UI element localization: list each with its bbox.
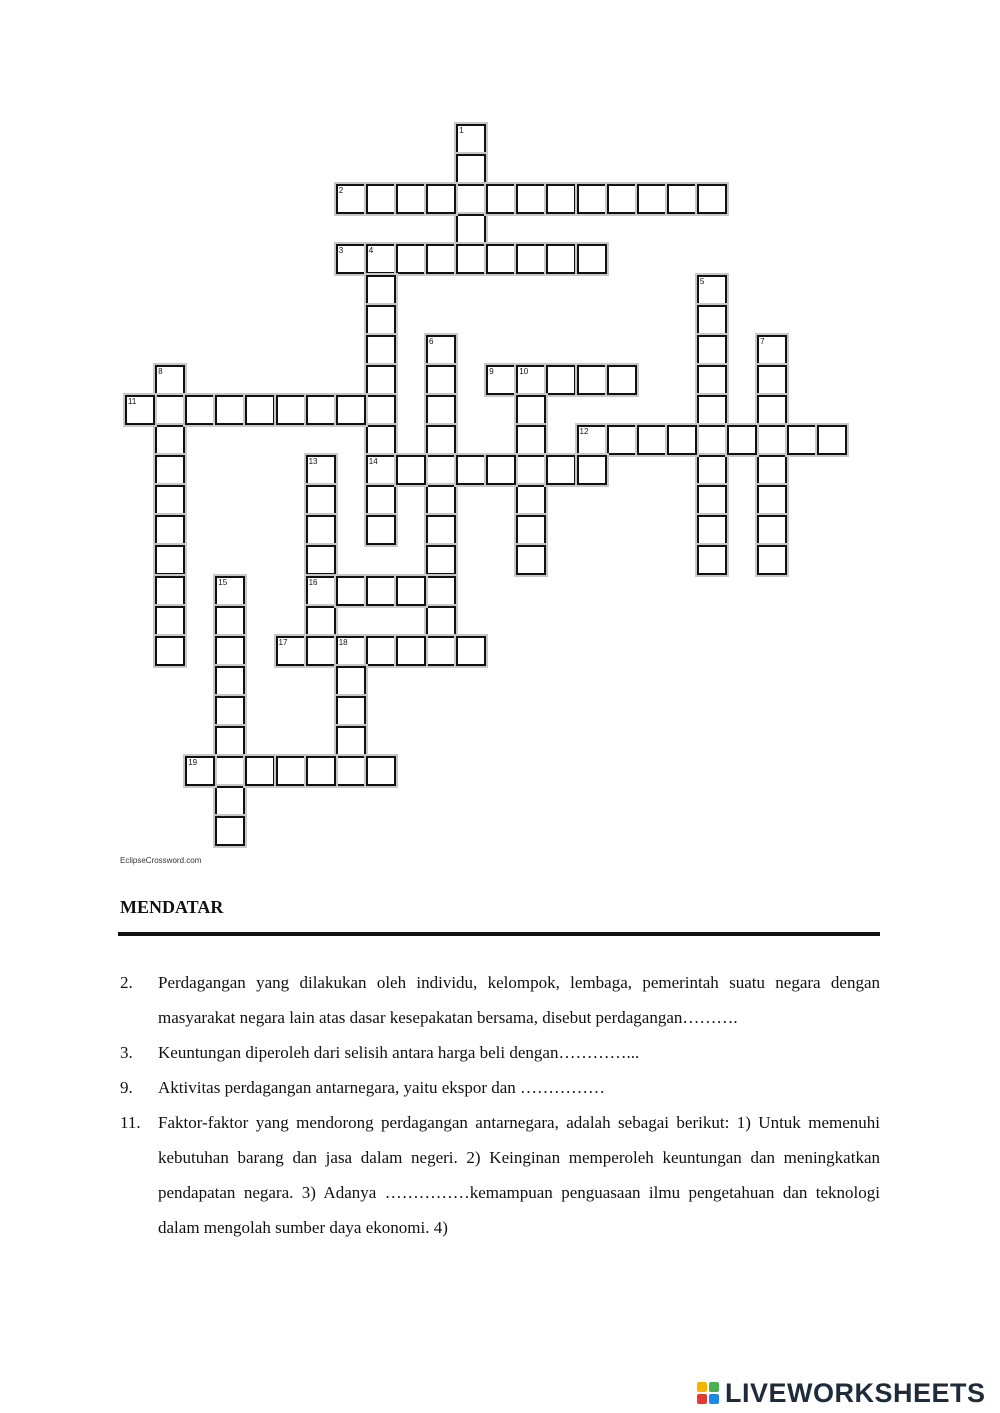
crossword-cell[interactable] bbox=[155, 636, 185, 666]
crossword-cell[interactable] bbox=[215, 726, 245, 756]
crossword-cell[interactable] bbox=[426, 244, 456, 274]
crossword-cell[interactable] bbox=[456, 124, 486, 154]
crossword-cell[interactable] bbox=[336, 244, 366, 274]
crossword-cell[interactable] bbox=[366, 515, 396, 545]
crossword-cell[interactable] bbox=[215, 666, 245, 696]
crossword-cell[interactable] bbox=[757, 515, 787, 545]
crossword-cell[interactable] bbox=[607, 425, 637, 455]
clue-number-label: 16 bbox=[308, 577, 318, 587]
crossword-cell[interactable] bbox=[486, 455, 516, 485]
crossword-cell[interactable] bbox=[667, 425, 697, 455]
crossword-cell[interactable] bbox=[276, 636, 306, 666]
crossword-cell[interactable] bbox=[516, 244, 546, 274]
crossword-cell[interactable] bbox=[697, 365, 727, 395]
crossword-cell[interactable] bbox=[516, 365, 546, 395]
crossword-cell[interactable] bbox=[396, 455, 426, 485]
crossword-cell[interactable] bbox=[155, 485, 185, 515]
crossword-cell[interactable] bbox=[456, 244, 486, 274]
crossword-cell[interactable] bbox=[607, 184, 637, 214]
crossword-cell[interactable] bbox=[336, 726, 366, 756]
crossword-cell[interactable] bbox=[516, 515, 546, 545]
crossword-cell[interactable] bbox=[366, 365, 396, 395]
crossword-cell[interactable] bbox=[215, 395, 245, 425]
logo-square-icon bbox=[697, 1382, 707, 1392]
clue-list bbox=[120, 965, 880, 1245]
logo-square-icon bbox=[709, 1382, 719, 1392]
crossword-cell[interactable] bbox=[577, 425, 607, 455]
crossword-cell[interactable] bbox=[456, 636, 486, 666]
crossword-cell[interactable] bbox=[366, 244, 396, 274]
crossword-cell[interactable] bbox=[456, 184, 486, 214]
crossword-cell[interactable] bbox=[486, 244, 516, 274]
crossword-cell[interactable] bbox=[697, 275, 727, 305]
crossword-cell[interactable] bbox=[155, 606, 185, 636]
clue-text: Faktor-faktor yang mendorong perdagangan antarnegara, adalah sebagai berikut: 1) Untuk memenuhi kebutuhan barang dan jasa dalam negeri. 2) Keinginan memperoleh keuntungan dan meningkatkan pendapatan negara. 3) Adanya ……………kemampuan penguasaan ilmu pengetahuan dan teknologi dalam mengolah sumber daya ekonomi. 4) bbox=[158, 1113, 880, 1237]
crossword-cell[interactable] bbox=[306, 606, 336, 636]
crossword-cell[interactable] bbox=[306, 636, 336, 666]
crossword-cell[interactable] bbox=[306, 395, 336, 425]
clue-text: Keuntungan diperoleh dari selisih antara harga beli dengan…………... bbox=[158, 1043, 640, 1062]
crossword-cell[interactable] bbox=[396, 184, 426, 214]
crossword-cell[interactable] bbox=[426, 335, 456, 365]
crossword-cell[interactable] bbox=[697, 305, 727, 335]
crossword-cell[interactable] bbox=[276, 756, 306, 786]
logo-mark-icon bbox=[697, 1382, 719, 1404]
crossword-cell[interactable] bbox=[577, 365, 607, 395]
crossword-cell[interactable] bbox=[155, 425, 185, 455]
clue-number-label: 3 bbox=[338, 246, 344, 256]
crossword-cell[interactable] bbox=[336, 576, 366, 606]
crossword-credit: EclipseCrossword.com bbox=[120, 856, 202, 865]
clue-number-label: 18 bbox=[338, 637, 348, 647]
crossword-cell[interactable] bbox=[366, 636, 396, 666]
clue-item bbox=[120, 965, 880, 1035]
crossword-cell[interactable] bbox=[757, 425, 787, 455]
crossword-cell[interactable] bbox=[366, 756, 396, 786]
crossword-cell[interactable] bbox=[697, 455, 727, 485]
crossword-cell[interactable] bbox=[155, 545, 185, 575]
crossword-cell[interactable] bbox=[306, 756, 336, 786]
clue-text: Perdagangan yang dilakukan oleh individu, kelompok, lembaga, pemerintah suatu negara dengan masyarakat negara lain atas dasar kesepakatan bersama, disebut perdagangan………. bbox=[158, 973, 880, 1027]
crossword-cell[interactable] bbox=[336, 756, 366, 786]
clue-number: 11. bbox=[120, 1113, 141, 1132]
clue-number-label: 4 bbox=[368, 246, 374, 256]
crossword-cell[interactable] bbox=[426, 485, 456, 515]
crossword-cell[interactable] bbox=[396, 636, 426, 666]
crossword-cell[interactable] bbox=[426, 515, 456, 545]
clue-number: 3. bbox=[120, 1043, 133, 1062]
clue-number-label: 13 bbox=[308, 457, 318, 467]
crossword-cell[interactable] bbox=[817, 425, 847, 455]
clue-number-label: 11 bbox=[128, 396, 137, 406]
crossword-cell[interactable] bbox=[306, 545, 336, 575]
crossword-cell[interactable] bbox=[516, 485, 546, 515]
crossword-cell[interactable] bbox=[546, 455, 576, 485]
crossword-cell[interactable] bbox=[336, 184, 366, 214]
crossword-cell[interactable] bbox=[516, 545, 546, 575]
clue-number-label: 9 bbox=[489, 366, 494, 376]
crossword-cell[interactable] bbox=[366, 455, 396, 485]
clue-number-label: 7 bbox=[760, 336, 765, 346]
crossword-cell[interactable] bbox=[366, 305, 396, 335]
clue-item bbox=[120, 1105, 880, 1245]
clue-number-label: 5 bbox=[699, 276, 705, 286]
crossword-cell[interactable] bbox=[426, 184, 456, 214]
crossword-cell[interactable] bbox=[366, 395, 396, 425]
liveworksheets-logo bbox=[697, 1376, 986, 1410]
crossword-cell[interactable] bbox=[366, 275, 396, 305]
crossword-cell[interactable] bbox=[185, 395, 215, 425]
crossword-cell[interactable] bbox=[546, 244, 576, 274]
crossword-cell[interactable] bbox=[215, 636, 245, 666]
clue-number-label: 19 bbox=[188, 758, 198, 768]
crossword-cell[interactable] bbox=[215, 756, 245, 786]
crossword-cell[interactable] bbox=[396, 576, 426, 606]
crossword-cell[interactable] bbox=[697, 184, 727, 214]
crossword-cell[interactable] bbox=[607, 365, 637, 395]
clue-number-label: 8 bbox=[158, 366, 163, 376]
crossword-cell[interactable] bbox=[456, 214, 486, 244]
crossword-cell[interactable] bbox=[456, 154, 486, 184]
crossword-cell[interactable] bbox=[757, 335, 787, 365]
crossword-cell[interactable] bbox=[245, 756, 275, 786]
clue-item bbox=[120, 1035, 880, 1070]
crossword-cell[interactable] bbox=[577, 455, 607, 485]
clue-number-label: 10 bbox=[519, 366, 529, 376]
crossword-cell[interactable] bbox=[426, 395, 456, 425]
crossword-cell[interactable] bbox=[155, 455, 185, 485]
crossword-cell[interactable] bbox=[697, 545, 727, 575]
crossword-cell[interactable] bbox=[366, 576, 396, 606]
crossword-cell[interactable] bbox=[697, 485, 727, 515]
clue-text: Aktivitas perdagangan antarnegara, yaitu ekspor dan …………… bbox=[158, 1078, 606, 1097]
crossword-cell[interactable] bbox=[155, 395, 185, 425]
crossword-cell[interactable] bbox=[426, 606, 456, 636]
crossword-cell[interactable] bbox=[426, 365, 456, 395]
crossword-cell[interactable] bbox=[366, 184, 396, 214]
section-divider bbox=[118, 932, 880, 936]
logo-square-icon bbox=[709, 1394, 719, 1404]
crossword-cell[interactable] bbox=[727, 425, 757, 455]
clue-number-label: 15 bbox=[218, 577, 228, 587]
crossword-cell[interactable] bbox=[426, 545, 456, 575]
crossword-cell[interactable] bbox=[396, 244, 426, 274]
crossword-cell[interactable] bbox=[516, 395, 546, 425]
crossword-cell[interactable] bbox=[366, 485, 396, 515]
crossword-cell[interactable] bbox=[215, 606, 245, 636]
crossword-cell[interactable] bbox=[516, 455, 546, 485]
crossword-cell[interactable] bbox=[336, 395, 366, 425]
crossword-cell[interactable] bbox=[245, 395, 275, 425]
section-title: MENDATAR bbox=[120, 897, 224, 917]
crossword-cell[interactable] bbox=[366, 425, 396, 455]
crossword-cell[interactable] bbox=[697, 395, 727, 425]
crossword-cell[interactable] bbox=[546, 365, 576, 395]
crossword-cell[interactable] bbox=[336, 666, 366, 696]
crossword-cell[interactable] bbox=[366, 335, 396, 365]
logo-text: LIVEWORKSHEETS bbox=[725, 1377, 986, 1408]
logo-square-icon bbox=[697, 1394, 707, 1404]
crossword-cell[interactable] bbox=[757, 455, 787, 485]
clue-number: 2. bbox=[120, 973, 133, 992]
crossword-cell[interactable] bbox=[306, 576, 336, 606]
crossword-cell[interactable] bbox=[546, 184, 576, 214]
clue-number: 9. bbox=[120, 1078, 133, 1097]
crossword-cell[interactable] bbox=[185, 756, 215, 786]
crossword-cell[interactable] bbox=[697, 515, 727, 545]
clue-number-label: 12 bbox=[579, 427, 589, 436]
crossword-cell[interactable] bbox=[306, 455, 336, 485]
crossword-cell[interactable] bbox=[787, 425, 817, 455]
crossword-cell[interactable] bbox=[757, 545, 787, 575]
crossword-cell[interactable] bbox=[637, 425, 667, 455]
crossword-cell[interactable] bbox=[155, 365, 185, 395]
crossword-cell[interactable] bbox=[697, 425, 727, 455]
crossword-cell[interactable] bbox=[577, 184, 607, 214]
crossword-cell[interactable] bbox=[426, 636, 456, 666]
clue-number-label: 6 bbox=[429, 336, 434, 346]
clue-item bbox=[120, 1070, 880, 1105]
clue-number-label: 14 bbox=[368, 457, 378, 467]
crossword-cell[interactable] bbox=[215, 576, 245, 606]
crossword-cell[interactable] bbox=[336, 696, 366, 726]
clue-number-label: 17 bbox=[278, 637, 288, 647]
crossword-cell[interactable] bbox=[426, 576, 456, 606]
crossword-cell[interactable] bbox=[276, 395, 306, 425]
crossword-cell[interactable] bbox=[516, 425, 546, 455]
crossword-cell[interactable] bbox=[486, 184, 516, 214]
crossword-cell[interactable] bbox=[155, 576, 185, 606]
crossword-cell[interactable] bbox=[306, 515, 336, 545]
crossword-cell[interactable] bbox=[516, 184, 546, 214]
crossword-cell[interactable] bbox=[757, 485, 787, 515]
crossword-cell[interactable] bbox=[336, 636, 366, 666]
crossword-cell[interactable] bbox=[456, 455, 486, 485]
clue-number-label: 1 bbox=[459, 126, 464, 135]
crossword-cell[interactable] bbox=[306, 485, 336, 515]
crossword-cell[interactable] bbox=[486, 365, 516, 395]
crossword-cell[interactable] bbox=[215, 816, 245, 846]
crossword-cell[interactable] bbox=[757, 365, 787, 395]
crossword-cell[interactable] bbox=[697, 335, 727, 365]
crossword-cell[interactable] bbox=[757, 395, 787, 425]
crossword-cell[interactable] bbox=[577, 244, 607, 274]
clue-number-label: 2 bbox=[338, 186, 344, 196]
crossword-cell[interactable] bbox=[155, 515, 185, 545]
crossword-cell[interactable] bbox=[125, 395, 155, 425]
crossword-cell[interactable] bbox=[215, 696, 245, 726]
crossword-cell[interactable] bbox=[426, 455, 456, 485]
crossword-cell[interactable] bbox=[667, 184, 697, 214]
crossword-cell[interactable] bbox=[426, 425, 456, 455]
crossword-cell[interactable] bbox=[637, 184, 667, 214]
crossword-cell[interactable] bbox=[215, 786, 245, 816]
